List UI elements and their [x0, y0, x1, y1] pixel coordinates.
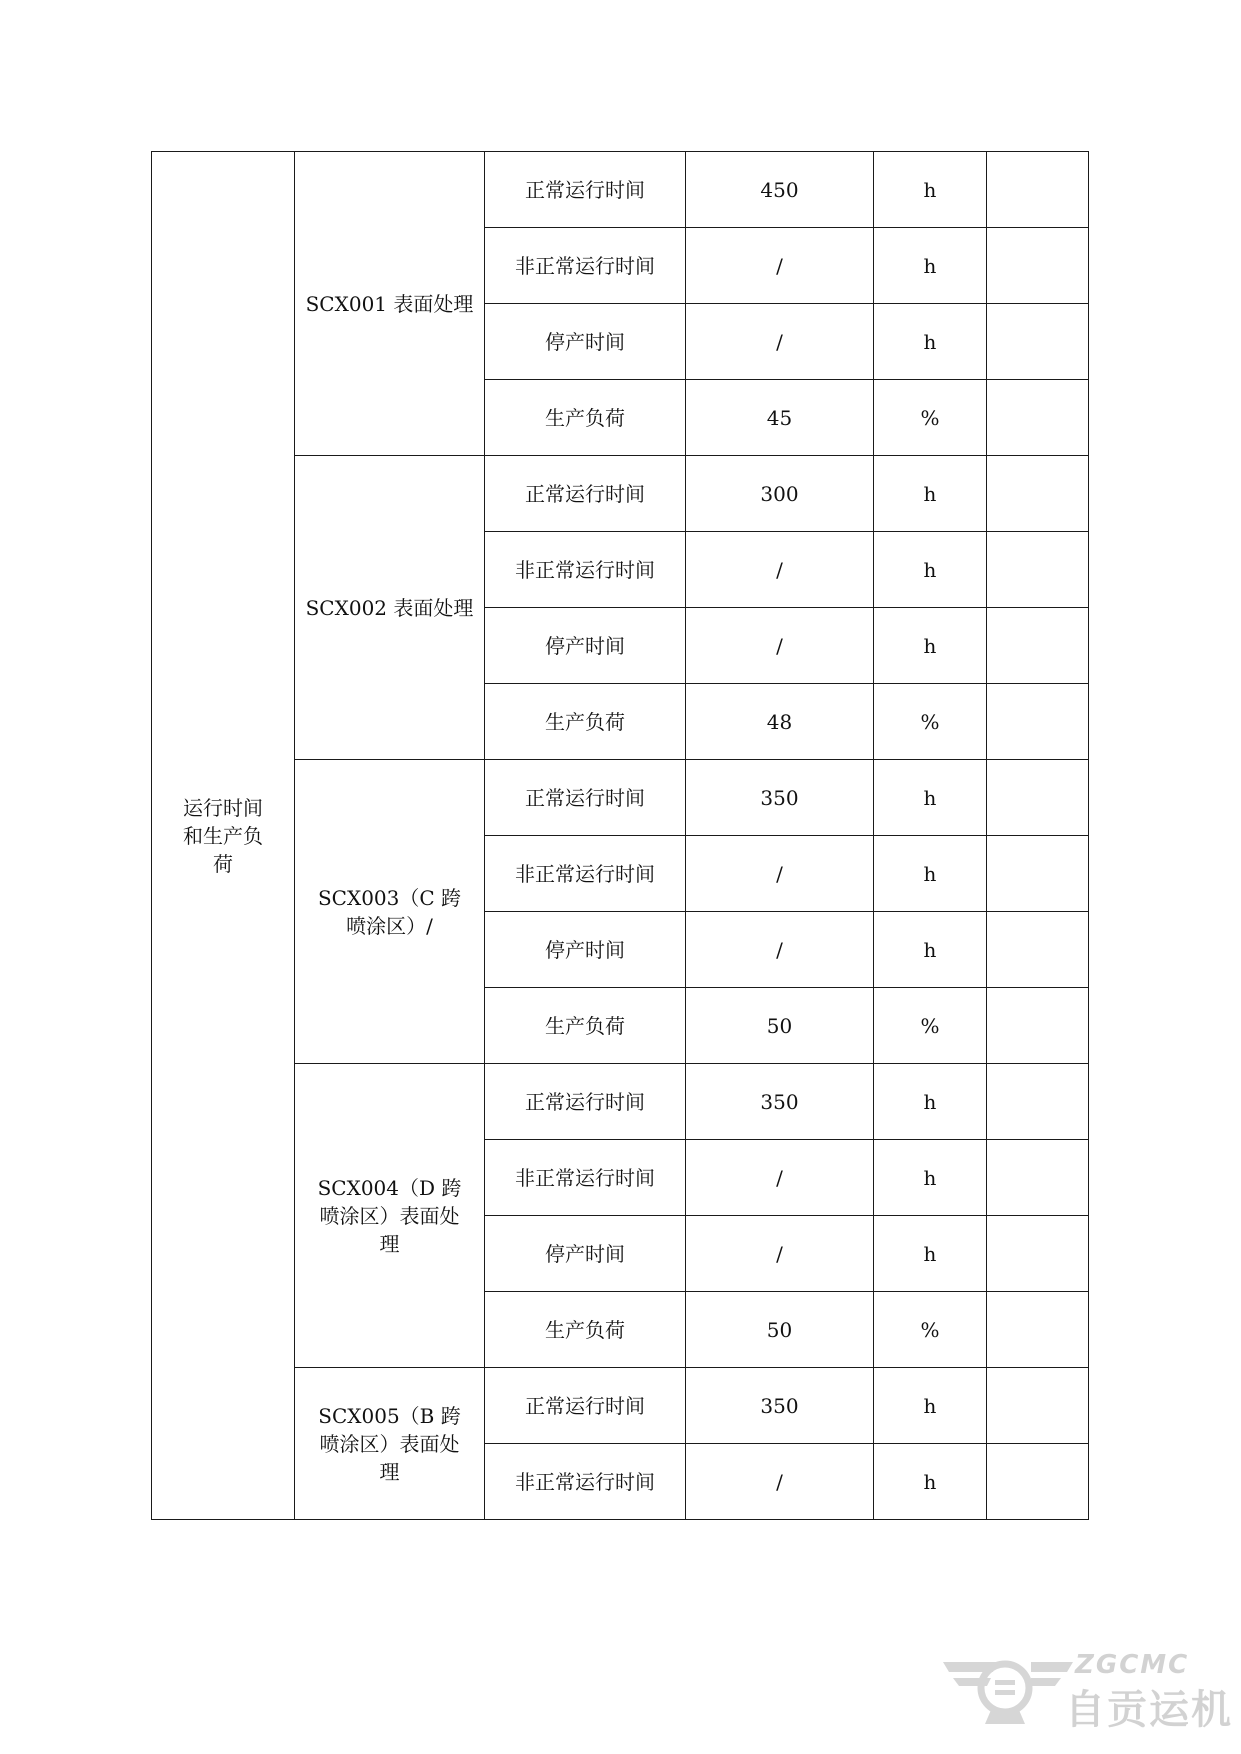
metric-value: / — [686, 228, 874, 304]
metric-unit: h — [874, 836, 987, 912]
metric-name: 生产负荷 — [485, 684, 686, 760]
metric-name: 停产时间 — [485, 304, 686, 380]
metric-name: 非正常运行时间 — [485, 532, 686, 608]
metric-value: / — [686, 1216, 874, 1292]
remark-cell — [987, 228, 1089, 304]
metric-unit: h — [874, 912, 987, 988]
remark-cell — [987, 1216, 1089, 1292]
metric-name: 正常运行时间 — [485, 1064, 686, 1140]
line-name-cell — [295, 456, 485, 760]
metric-name: 生产负荷 — [485, 1292, 686, 1368]
remark-cell — [987, 456, 1089, 532]
metric-value: / — [686, 304, 874, 380]
company-watermark — [935, 1648, 1235, 1738]
remark-cell — [987, 760, 1089, 836]
metric-value: 350 — [686, 1368, 874, 1444]
metric-value: 50 — [686, 1292, 874, 1368]
metric-name: 正常运行时间 — [485, 456, 686, 532]
remark-cell — [987, 988, 1089, 1064]
remark-cell — [987, 1444, 1089, 1520]
line-name-cell — [295, 152, 485, 456]
remark-cell — [987, 380, 1089, 456]
line-name: SCX003（C 跨喷涂区）/ — [317, 885, 462, 938]
metric-name: 正常运行时间 — [485, 152, 686, 228]
remark-cell — [987, 1292, 1089, 1368]
metric-name: 正常运行时间 — [485, 1368, 686, 1444]
remark-cell — [987, 532, 1089, 608]
metric-value: / — [686, 532, 874, 608]
line-name: SCX001 表面处理 — [305, 291, 474, 316]
remark-cell — [987, 684, 1089, 760]
remark-cell — [987, 1064, 1089, 1140]
metric-value: 300 — [686, 456, 874, 532]
metric-unit: h — [874, 228, 987, 304]
category-cell — [152, 152, 295, 1520]
table-row — [152, 152, 1089, 228]
metric-unit: h — [874, 1368, 987, 1444]
metric-name: 非正常运行时间 — [485, 1140, 686, 1216]
metric-unit: h — [874, 152, 987, 228]
metric-value: / — [686, 836, 874, 912]
line-name: SCX005（B 跨喷涂区）表面处理 — [318, 1403, 461, 1484]
line-name: SCX004（D 跨喷涂区）表面处理 — [317, 1175, 462, 1256]
remark-cell — [987, 1368, 1089, 1444]
metric-name: 非正常运行时间 — [485, 228, 686, 304]
metric-value: / — [686, 1444, 874, 1520]
metric-unit: h — [874, 760, 987, 836]
metric-value: / — [686, 1140, 874, 1216]
metric-unit: h — [874, 304, 987, 380]
metric-value: / — [686, 608, 874, 684]
metric-name: 生产负荷 — [485, 380, 686, 456]
watermark-cn: 自贡运机 — [1065, 1687, 1233, 1733]
remark-cell — [987, 608, 1089, 684]
remark-cell — [987, 836, 1089, 912]
logo-icon — [935, 1648, 1075, 1728]
metric-name: 停产时间 — [485, 912, 686, 988]
metric-value: 45 — [686, 380, 874, 456]
metric-name: 非正常运行时间 — [485, 836, 686, 912]
remark-cell — [987, 912, 1089, 988]
metric-value: 350 — [686, 1064, 874, 1140]
watermark-en: ZGCMC — [1075, 1650, 1190, 1680]
metric-unit: h — [874, 532, 987, 608]
metric-unit: % — [874, 1292, 987, 1368]
metric-unit: h — [874, 1444, 987, 1520]
metric-unit: % — [874, 380, 987, 456]
metric-unit: % — [874, 988, 987, 1064]
line-name-cell — [295, 760, 485, 1064]
metric-unit: h — [874, 608, 987, 684]
remark-cell — [987, 1140, 1089, 1216]
operation-table — [151, 151, 1089, 1520]
metric-name: 生产负荷 — [485, 988, 686, 1064]
metric-name: 停产时间 — [485, 1216, 686, 1292]
metric-unit: h — [874, 456, 987, 532]
category-label: 运行时间和生产负荷 — [183, 795, 263, 876]
metric-value: / — [686, 912, 874, 988]
metric-unit: h — [874, 1140, 987, 1216]
metric-name: 停产时间 — [485, 608, 686, 684]
line-name-cell — [295, 1064, 485, 1368]
metric-name: 正常运行时间 — [485, 760, 686, 836]
remark-cell — [987, 152, 1089, 228]
metric-name: 非正常运行时间 — [485, 1444, 686, 1520]
metric-value: 450 — [686, 152, 874, 228]
remark-cell — [987, 304, 1089, 380]
metric-unit: % — [874, 684, 987, 760]
metric-value: 50 — [686, 988, 874, 1064]
metric-value: 350 — [686, 760, 874, 836]
metric-unit: h — [874, 1064, 987, 1140]
line-name-cell — [295, 1368, 485, 1520]
metric-value: 48 — [686, 684, 874, 760]
line-name: SCX002 表面处理 — [305, 595, 474, 620]
metric-unit: h — [874, 1216, 987, 1292]
